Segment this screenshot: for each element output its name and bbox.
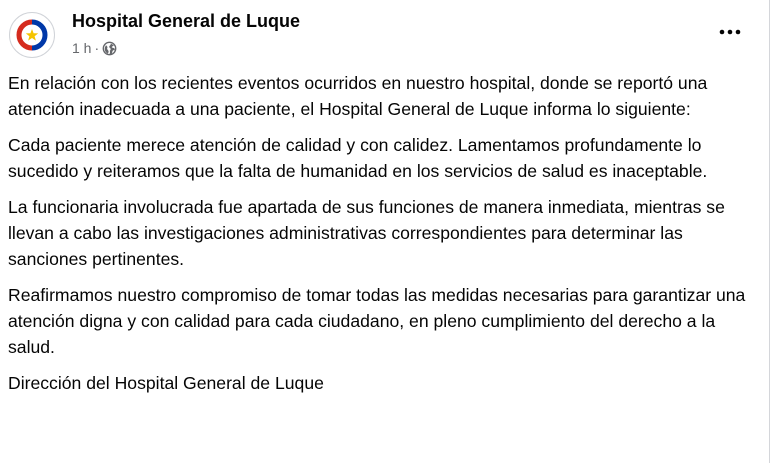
post-paragraph-2: Cada paciente merece atención de calidad y con calidez. Lamentamos profundamente lo sucedido y reiteramos que la falta de humanidad en los servicios de salud es inaceptable. — [8, 135, 708, 181]
post-paragraph-3: La funcionaria involucrada fue apartada de sus funciones de manera inmediata, mientras se llevan a cabo las investigaciones administrativas correspondientes para determinar las sanciones pertinentes. — [8, 197, 725, 269]
post-message — [8, 70, 758, 406]
post-signature: Dirección del Hospital General de Luque — [8, 373, 324, 393]
post-paragraph-1: En relación con los recientes eventos ocurridos en nuestro hospital, donde se reportó una atención inadecuada a una paciente, el Hospital General de Luque informa lo siguiente: — [8, 73, 708, 119]
paraguay-emblem-icon — [10, 13, 54, 57]
page-name-link[interactable]: Hospital General de Luque — [72, 11, 301, 31]
post-header — [0, 0, 770, 70]
more-options-icon — [719, 29, 741, 35]
page-avatar[interactable] — [9, 12, 55, 58]
post-paragraph-4: Reafirmamos nuestro compromiso de tomar todas las medidas necesarias para garantizar una atención digna y con calidad para cada ciudadano, en pleno cumplimiento del derecho a la salud. — [8, 285, 746, 357]
globe-icon[interactable] — [102, 41, 117, 56]
meta-separator: · — [94, 40, 100, 56]
post-timestamp[interactable]: 1 h — [72, 40, 92, 56]
post-meta — [72, 39, 117, 57]
more-options-button[interactable] — [712, 17, 748, 47]
